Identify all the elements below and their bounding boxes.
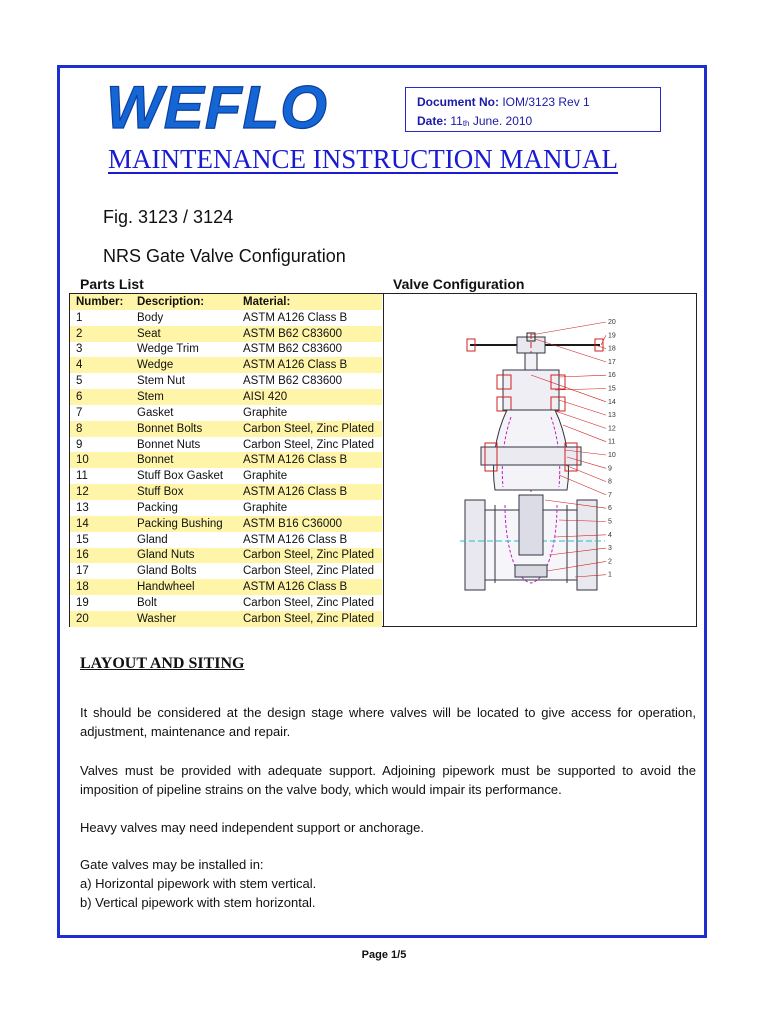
part-number: 12 xyxy=(70,484,131,500)
installation-option-a: a) Horizontal pipework with stem vertical. xyxy=(80,876,317,891)
part-material: ASTM A126 Class B xyxy=(243,533,348,546)
part-description: Bolt xyxy=(137,596,157,609)
page-number: Page 1/5 xyxy=(361,949,407,961)
callout-number: 13 xyxy=(608,412,616,420)
part-description: Stem xyxy=(131,389,237,405)
part-material: ASTM A126 Class B xyxy=(237,357,382,373)
callout-leader xyxy=(531,322,606,335)
svg-text:WEFLO: WEFLO xyxy=(106,80,328,134)
table-row xyxy=(70,516,382,532)
callout-number: 8 xyxy=(608,478,612,486)
table-row xyxy=(70,500,382,516)
part-description: Washer xyxy=(131,611,237,627)
paragraph-support: Valves must be provided with adequate support. Adjoining pipework must be supported to avoid the imposition of pipeline strains on the valve body, which would impair its performance. xyxy=(80,763,696,797)
part-description: Bonnet Bolts xyxy=(131,421,237,437)
paragraph-installation xyxy=(80,855,696,912)
part-material: ASTM A126 Class B xyxy=(237,452,382,468)
callout-leader xyxy=(595,345,606,349)
header-description: Description: xyxy=(131,294,237,310)
callout-number: 9 xyxy=(608,465,612,473)
part-description: Seat xyxy=(131,326,237,342)
callout-number: 11 xyxy=(608,438,616,446)
parts-table-header xyxy=(70,294,382,310)
table-row xyxy=(70,405,382,421)
part-material: ASTM A126 Class B xyxy=(237,579,382,595)
callout-leader xyxy=(559,400,606,415)
part-material: Graphite xyxy=(243,406,288,419)
table-row xyxy=(70,342,382,358)
part-number: 9 xyxy=(76,438,83,451)
part-description: Packing Bushing xyxy=(131,516,237,532)
part-description: Packing xyxy=(137,501,178,514)
callout-number: 6 xyxy=(608,505,612,513)
table-row xyxy=(70,563,382,579)
table-row xyxy=(70,452,382,468)
part-material: ASTM B16 C36000 xyxy=(237,516,382,532)
part-number: 15 xyxy=(76,533,89,546)
table-row xyxy=(70,389,382,405)
table-row xyxy=(70,326,382,342)
callout-number: 4 xyxy=(608,531,612,539)
part-number: 2 xyxy=(70,326,131,342)
table-row xyxy=(70,579,382,595)
table-row xyxy=(70,595,382,611)
callout-number: 14 xyxy=(608,398,616,406)
table-row xyxy=(70,484,382,500)
document-number: Document No: IOM/3123 Rev 1 xyxy=(417,95,590,109)
part-number: 4 xyxy=(70,357,131,373)
callout-leader xyxy=(559,375,606,377)
callout-leader xyxy=(565,465,606,482)
callout-number: 7 xyxy=(608,491,612,499)
layout-siting-heading: LAYOUT AND SITING xyxy=(80,655,245,672)
table-row xyxy=(70,421,382,437)
part-description: Bonnet xyxy=(131,452,237,468)
part-number: 1 xyxy=(76,311,83,324)
part-material: ASTM A126 Class B xyxy=(237,484,382,500)
part-material: Carbon Steel, Zinc Plated xyxy=(237,611,382,627)
callout-number: 10 xyxy=(608,452,616,459)
part-number: 7 xyxy=(76,406,83,419)
part-material: Carbon Steel, Zinc Plated xyxy=(237,421,382,437)
part-description: Wedge Trim xyxy=(137,343,199,356)
part-description: Stuff Box xyxy=(131,484,237,500)
part-number: 14 xyxy=(70,516,131,532)
part-number: 11 xyxy=(76,470,88,483)
figure-number: Fig. 3123 / 3124 xyxy=(103,207,234,227)
header-number: Number: xyxy=(70,294,131,310)
part-description: Wedge xyxy=(131,357,237,373)
part-description: Gland xyxy=(137,533,168,546)
part-number: 18 xyxy=(70,579,131,595)
callout-number: 17 xyxy=(608,358,616,366)
callout-number: 19 xyxy=(608,332,616,340)
document-info-box xyxy=(405,87,661,132)
callout-number: 18 xyxy=(608,345,616,353)
table-row xyxy=(70,373,382,389)
callout-number: 12 xyxy=(608,425,616,433)
table-row xyxy=(70,611,382,627)
part-description: Stuff Box Gasket xyxy=(137,470,224,483)
part-material: Carbon Steel, Zinc Plated xyxy=(237,548,382,564)
part-description: Stem Nut xyxy=(137,375,185,388)
part-number: 20 xyxy=(70,611,131,627)
parts-list-heading: Parts List xyxy=(80,276,144,292)
valve-subtitle: NRS Gate Valve Configuration xyxy=(103,246,346,266)
part-material: Carbon Steel, Zinc Plated xyxy=(243,565,375,578)
part-material: ASTM A126 Class B xyxy=(243,311,348,324)
part-material: Graphite xyxy=(243,501,288,514)
part-number: 10 xyxy=(70,452,131,468)
valve-configuration-heading: Valve Configuration xyxy=(393,276,525,292)
part-number: 6 xyxy=(70,389,131,405)
part-material: ASTM B62 C83600 xyxy=(237,326,382,342)
part-number: 5 xyxy=(76,375,83,388)
part-number: 17 xyxy=(76,565,89,578)
table-row xyxy=(70,532,382,548)
installation-intro: Gate valves may be installed in: xyxy=(80,857,264,872)
callout-leader xyxy=(563,425,606,442)
callout-number: 5 xyxy=(608,518,612,526)
part-material: ASTM B62 C83600 xyxy=(243,375,343,388)
callout-number: 1 xyxy=(608,571,612,579)
part-material: Carbon Steel, Zinc Plated xyxy=(243,596,375,609)
callout-number: 2 xyxy=(608,558,612,566)
table-row xyxy=(70,357,382,373)
part-number: 19 xyxy=(76,596,89,609)
callout-number: 15 xyxy=(608,385,616,393)
callout-leader xyxy=(555,411,606,428)
part-description: Bonnet Nuts xyxy=(137,438,201,451)
valve-drawing xyxy=(455,315,625,605)
paragraph-design-stage: It should be considered at the design stage where valves will be located to give access for operation, adjustment, maintenance and repair. xyxy=(80,705,696,739)
installation-option-b: b) Vertical pipework with stem horizontal. xyxy=(80,895,316,910)
part-description: Handwheel xyxy=(131,579,237,595)
callout-number: 16 xyxy=(608,372,616,380)
weflo-logo xyxy=(106,80,330,134)
part-material: ASTM B62 C83600 xyxy=(243,343,343,356)
part-material: Graphite xyxy=(243,470,288,483)
part-number: 8 xyxy=(70,421,131,437)
table-row xyxy=(70,548,382,564)
part-number: 13 xyxy=(76,501,89,514)
part-description: Gland Bolts xyxy=(137,565,197,578)
part-number: 3 xyxy=(76,343,83,356)
part-material: AISI 420 xyxy=(237,389,382,405)
part-number: 16 xyxy=(70,548,131,564)
callout-number: 20 xyxy=(608,319,616,326)
header-material: Material: xyxy=(237,294,382,310)
document-date: Date: $11_{th}$ June. 2010 xyxy=(417,114,533,128)
table-row xyxy=(70,437,382,453)
part-description: Body xyxy=(137,311,164,324)
parts-table xyxy=(70,294,382,627)
paragraph-heavy-valves: Heavy valves may need independent support or anchorage. xyxy=(80,820,424,835)
manual-title: MAINTENANCE INSTRUCTION MANUAL xyxy=(108,144,618,174)
part-material: Carbon Steel, Zinc Plated xyxy=(243,438,375,451)
part-description: Gasket xyxy=(137,406,174,419)
table-row xyxy=(70,310,382,326)
table-row xyxy=(70,468,382,484)
callout-number: 3 xyxy=(608,545,612,553)
part-description: Gland Nuts xyxy=(131,548,237,564)
table-divider xyxy=(383,293,384,627)
